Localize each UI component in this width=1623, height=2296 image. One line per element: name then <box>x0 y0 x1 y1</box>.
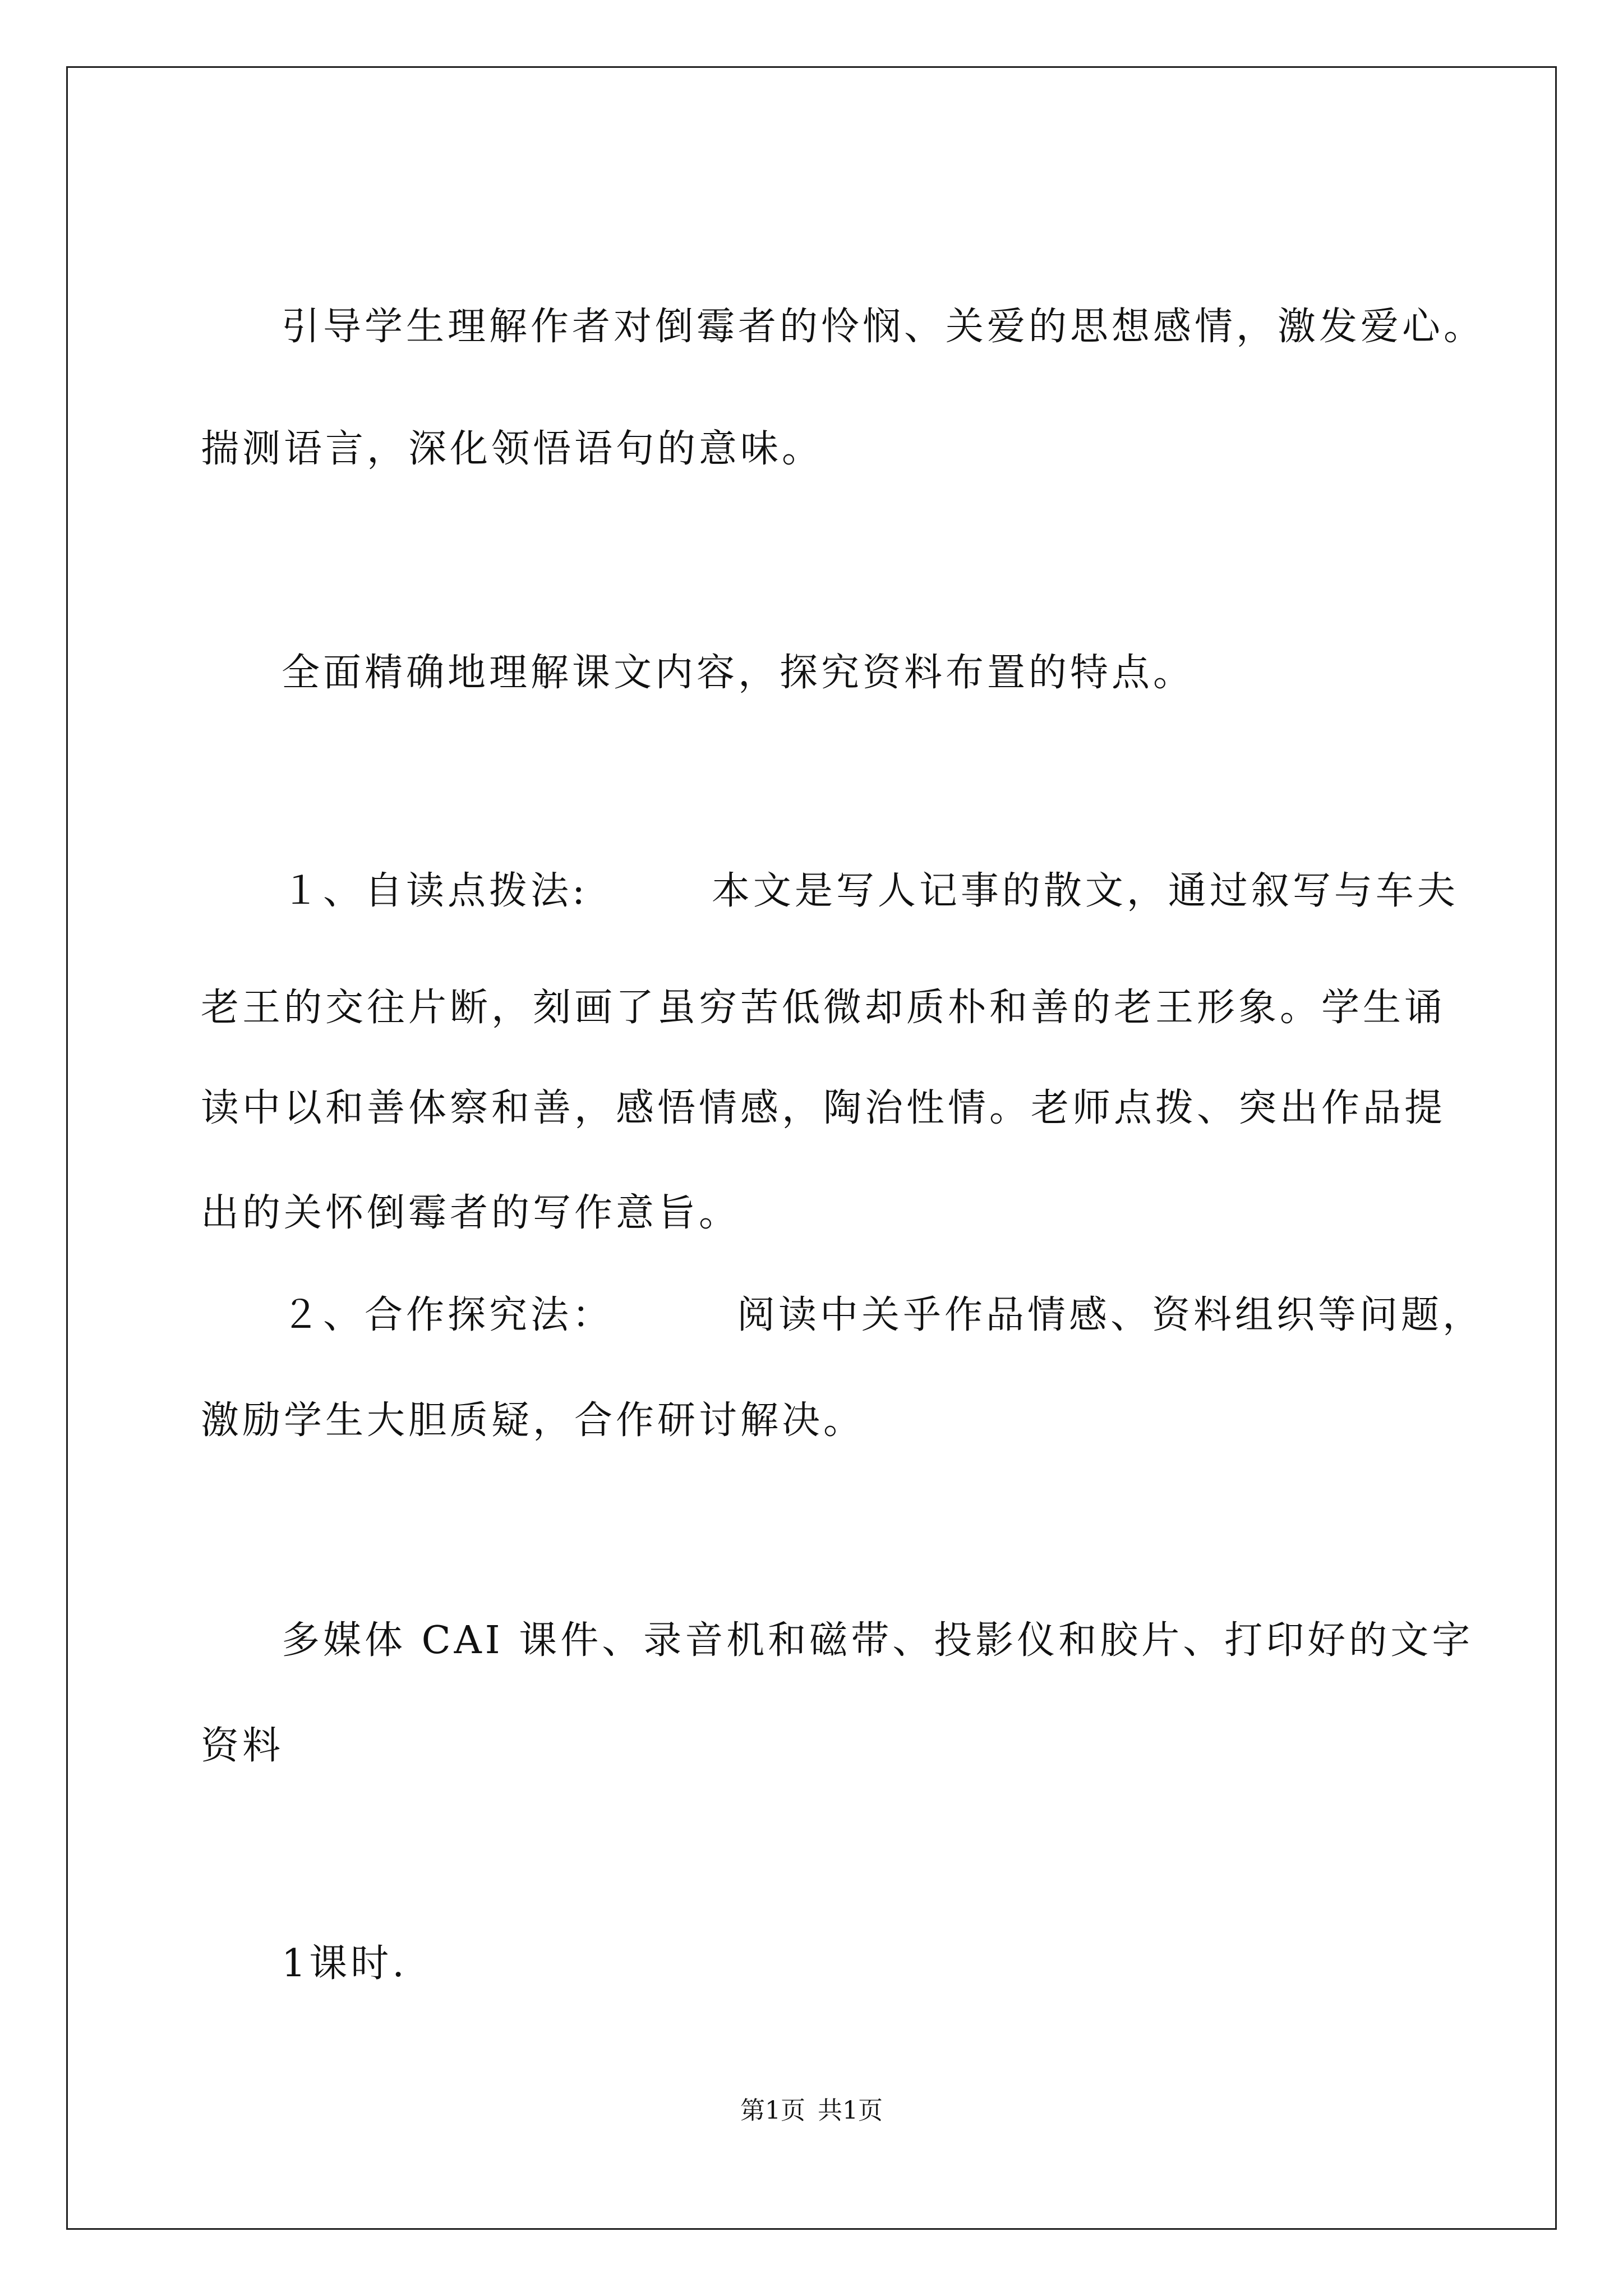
paragraph-2-line-1: 全面精确地理解课文内容，探究资料布置的特点。 <box>282 651 1195 695</box>
page-total: 共1页 <box>818 2096 883 2125</box>
page-number: 第1页 <box>740 2096 805 2125</box>
paragraph-5-line-2: 资料 <box>201 1724 284 1768</box>
page-footer <box>0 2094 1623 2128</box>
method-2-label: ２、合作探究法： <box>282 1293 614 1337</box>
paragraph-3-line-4: 出的关怀倒霉者的写作意旨。 <box>201 1191 741 1235</box>
method-2-text: 阅读中关乎作品情感、资料组织等问题， <box>737 1293 1484 1337</box>
page-border <box>66 66 1557 2230</box>
paragraph-3-line-2: 老王的交往片断，刻画了虽穷苦低微却质朴和善的老王形象。学生诵 <box>201 986 1446 1030</box>
paragraph-3-line-1 <box>282 863 1515 919</box>
paragraph-3-line-3: 读中以和善体察和善，感悟情感，陶治性情。老师点拨、突出作品提 <box>201 1086 1446 1130</box>
paragraph-1-line-2: 揣测语言，深化领悟语句的意味。 <box>201 427 824 471</box>
method-1-label: １、自读点拨法: <box>282 869 588 913</box>
paragraph-4-line-2: 激励学生大胆质疑，合作研讨解决。 <box>201 1398 865 1443</box>
paragraph-5-line-1: 多媒体 CAI 课件、录音机和磁带、投影仪和胶片、打印好的文字 <box>282 1618 1474 1663</box>
paragraph-6-line-1: 1课时. <box>282 1941 408 1986</box>
paragraph-1-line-1: 引导学生理解作者对倒霉者的怜悯、关爱的思想感情，激发爱心。 <box>282 305 1486 349</box>
method-1-text: 本文是写人记事的散文，通过叙写与车夫 <box>711 869 1459 913</box>
paragraph-4-line-1 <box>282 1287 1515 1343</box>
